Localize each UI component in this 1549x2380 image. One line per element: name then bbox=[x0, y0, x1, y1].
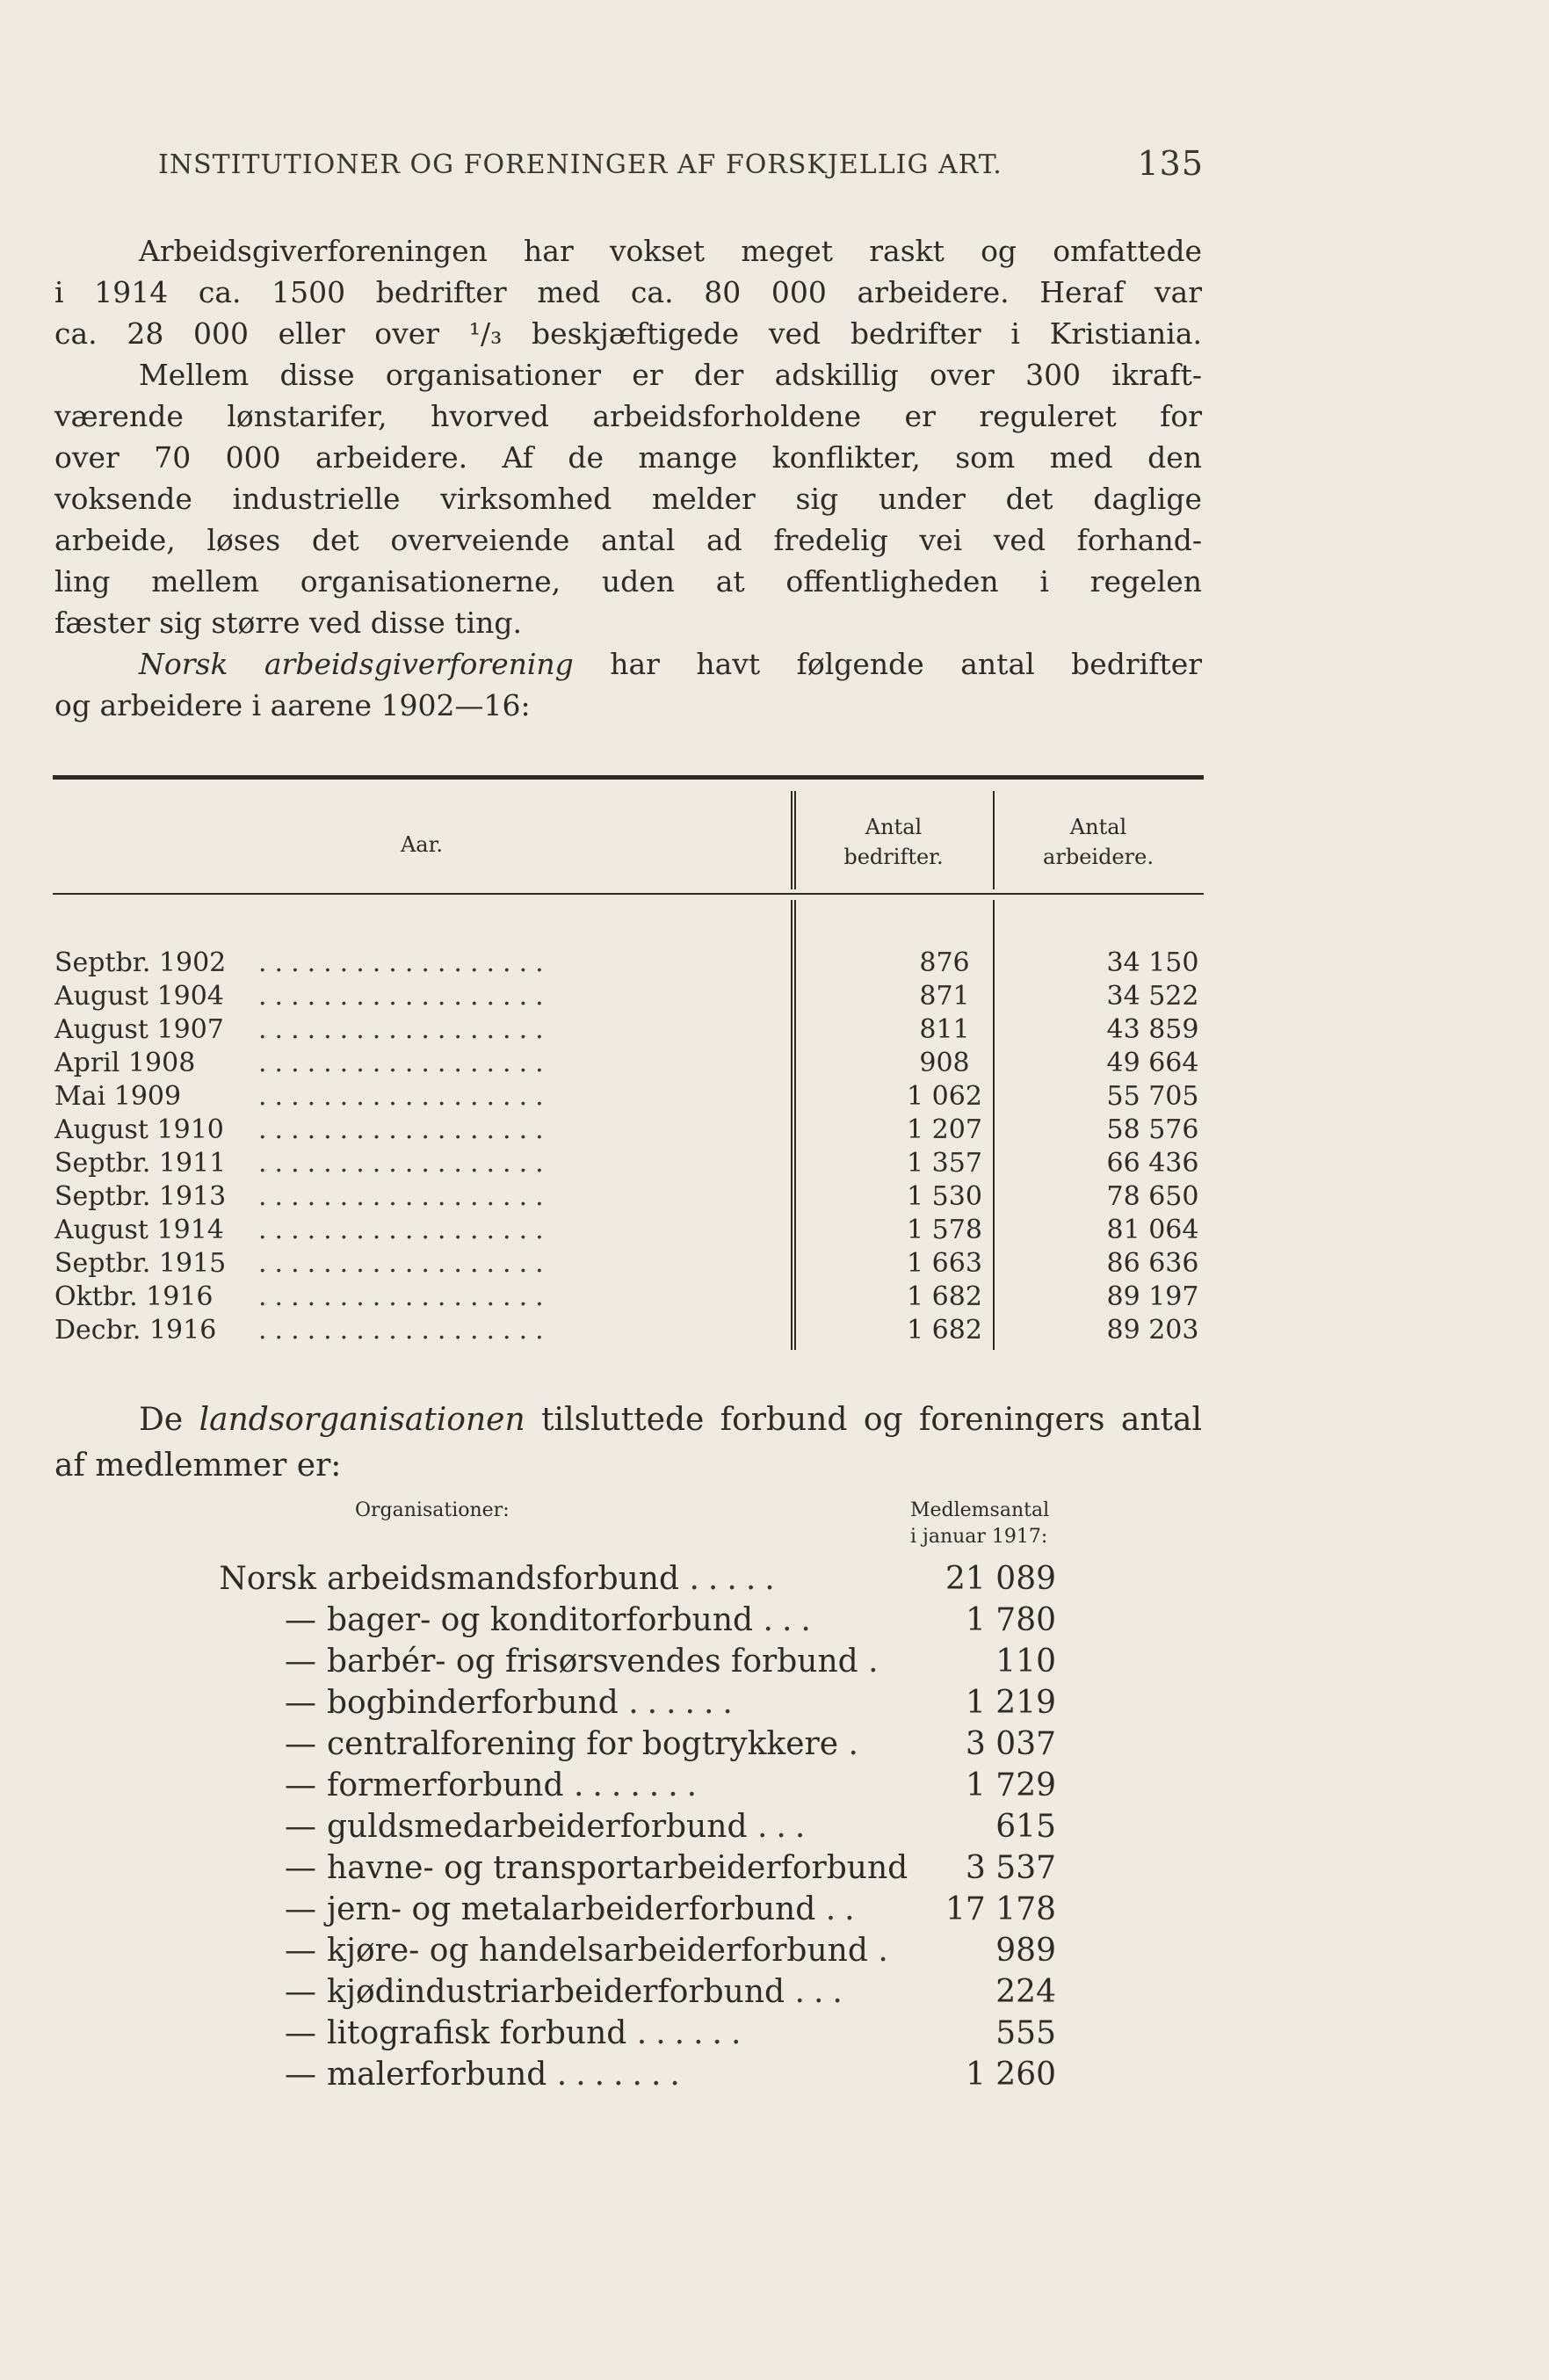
workers-cell: 55 705 bbox=[1106, 1081, 1199, 1112]
month: Mai bbox=[54, 1081, 106, 1112]
month: August bbox=[54, 981, 148, 1012]
table-row bbox=[202, 1561, 1081, 1601]
org-label: kjøre- og handelsarbeiderforbund bbox=[327, 1933, 868, 1969]
workers-cell: 58 576 bbox=[1106, 1114, 1199, 1145]
leader-dots: . bbox=[878, 1933, 897, 1969]
org-label: jern- og metalarbeiderforbund bbox=[327, 1891, 816, 1927]
org-name bbox=[327, 1644, 887, 1680]
firms-cell: 1 530 bbox=[907, 1181, 982, 1212]
row-prefix: — bbox=[285, 1974, 316, 2010]
row-prefix: — bbox=[285, 1809, 316, 1845]
leader-dots: .................. bbox=[258, 1248, 552, 1279]
text-line: i 1914 ca. 1500 bedrifter med ca. 80 000 arbeidere. Heraf var bbox=[54, 275, 1202, 309]
org-name bbox=[327, 2057, 689, 2093]
month: Oktbr. bbox=[54, 1281, 138, 1312]
leader-dots: .................. bbox=[258, 1181, 552, 1212]
leader-dots: .................. bbox=[258, 1315, 552, 1346]
date-cell bbox=[54, 1315, 216, 1346]
org-label: guldsmedarbeiderforbund bbox=[327, 1809, 748, 1845]
header-workers bbox=[993, 812, 1204, 872]
org-label: litografisk forbund bbox=[327, 2015, 627, 2051]
header-members bbox=[910, 1498, 1049, 1550]
text-line: Arbeidsgiverforeningen har vokset meget raskt og omfattede bbox=[139, 234, 1202, 268]
firms-cell: 876 bbox=[919, 947, 970, 978]
org-label: barbér- og frisørsvendes forbund bbox=[327, 1644, 858, 1680]
org-name bbox=[327, 1602, 820, 1638]
org-label: malerforbund bbox=[327, 2057, 547, 2093]
member-count: 555 bbox=[995, 2015, 1056, 2051]
year: 1913 bbox=[158, 1181, 227, 1212]
page-number: 135 bbox=[1137, 144, 1204, 183]
month: Septbr. bbox=[54, 1248, 151, 1279]
workers-cell: 34 150 bbox=[1106, 947, 1199, 978]
year: 1909 bbox=[113, 1081, 182, 1112]
italic-org-name: landsorganisationen bbox=[199, 1402, 525, 1438]
firms-cell: 871 bbox=[919, 981, 970, 1012]
table-row bbox=[202, 2015, 1081, 2056]
leader-dots: .................. bbox=[258, 1081, 552, 1112]
table-row bbox=[202, 1644, 1081, 1684]
table-row bbox=[54, 1248, 1204, 1281]
row-prefix: — bbox=[285, 2015, 316, 2051]
workers-cell: 43 859 bbox=[1106, 1014, 1199, 1045]
text-line: arbeide, løses det overveiende antal ad fredelig vei ved forhand- bbox=[54, 523, 1202, 557]
leader-dots: . bbox=[848, 1726, 867, 1762]
table-row bbox=[54, 1114, 1204, 1148]
leader-dots: ....... bbox=[573, 1767, 706, 1803]
month: Decbr. bbox=[54, 1315, 141, 1346]
firms-cell: 811 bbox=[919, 1014, 970, 1045]
header-line: Antal bbox=[1069, 815, 1127, 839]
date-cell bbox=[54, 1248, 226, 1279]
date-cell bbox=[54, 1048, 195, 1078]
paragraph-landsorganisation bbox=[54, 1397, 1202, 1489]
table-row bbox=[202, 1602, 1081, 1643]
header-year: Aar. bbox=[400, 832, 444, 857]
running-title: INSTITUTIONER OG FORENINGER AF FORSKJELLIG ART. bbox=[158, 149, 1003, 180]
org-label: arbeidsmandsforbund bbox=[327, 1561, 680, 1597]
table-row bbox=[54, 1081, 1204, 1114]
table-row bbox=[202, 1933, 1081, 1973]
year: 1910 bbox=[156, 1114, 224, 1145]
table-row bbox=[202, 1974, 1081, 2014]
table-row bbox=[202, 1685, 1081, 1725]
table-row bbox=[54, 947, 1204, 981]
month: August bbox=[54, 1215, 148, 1245]
org-name bbox=[327, 1974, 851, 2010]
member-count: 17 178 bbox=[945, 1891, 1056, 1927]
paragraph-arbeidsgiverforening bbox=[54, 230, 1202, 643]
firms-cell: 1 663 bbox=[907, 1248, 982, 1279]
text-line: af medlemmer er: bbox=[54, 1448, 342, 1484]
org-name bbox=[327, 1767, 706, 1803]
text-line: fæster sig større ved disse ting. bbox=[54, 606, 522, 640]
workers-cell: 34 522 bbox=[1106, 981, 1199, 1012]
workers-cell: 86 636 bbox=[1106, 1248, 1199, 1279]
leader-dots: ....... bbox=[556, 2057, 689, 2093]
firms-cell: 1 357 bbox=[907, 1148, 982, 1179]
month: Septbr. bbox=[54, 1181, 151, 1212]
text-line: værende lønstarifer, hvorved arbeidsforholdene er reguleret for bbox=[54, 399, 1202, 433]
month: Septbr. bbox=[54, 1148, 151, 1179]
member-count: 224 bbox=[995, 1974, 1056, 2010]
leader-dots: ..... bbox=[689, 1561, 784, 1597]
row-prefix: — bbox=[285, 2057, 316, 2093]
header-line: Antal bbox=[865, 815, 923, 839]
firms-cell: 1 682 bbox=[907, 1315, 982, 1346]
leader-dots: .................. bbox=[258, 947, 552, 978]
leader-dots: ...... bbox=[636, 2015, 750, 2051]
firms-cell: 908 bbox=[919, 1048, 970, 1078]
table-row bbox=[54, 1315, 1204, 1348]
header-line: bedrifter. bbox=[843, 845, 944, 869]
year: 1916 bbox=[146, 1281, 214, 1312]
table-header-rule bbox=[53, 893, 1204, 895]
org-name bbox=[327, 2015, 749, 2051]
leader-dots: .. bbox=[825, 1891, 864, 1927]
workers-cell: 78 650 bbox=[1106, 1181, 1199, 1212]
row-prefix: — bbox=[285, 1726, 316, 1762]
member-count: 989 bbox=[995, 1933, 1056, 1969]
header-line: i januar 1917: bbox=[910, 1526, 1048, 1548]
text-fragment: har havt følgende antal bedrifter bbox=[573, 647, 1202, 681]
year: 1907 bbox=[156, 1014, 224, 1045]
column-divider bbox=[791, 791, 793, 889]
row-prefix: — bbox=[285, 1933, 316, 1969]
row-prefix: — bbox=[285, 1685, 316, 1721]
firms-cell: 1 062 bbox=[907, 1081, 982, 1112]
firms-cell: 1 578 bbox=[907, 1215, 982, 1245]
text-line: og arbeidere i aarene 1902—16: bbox=[54, 688, 531, 722]
org-name bbox=[327, 1685, 742, 1721]
header-firms bbox=[794, 812, 993, 872]
member-count: 1 219 bbox=[965, 1685, 1056, 1721]
year: 1911 bbox=[158, 1148, 227, 1179]
org-name bbox=[327, 1891, 864, 1927]
leader-dots: .................. bbox=[258, 1281, 552, 1312]
row-prefix: — bbox=[285, 1644, 316, 1680]
table-row bbox=[54, 1215, 1204, 1248]
org-label: kjødindustriarbeiderforbund bbox=[327, 1974, 785, 2010]
leader-dots: .................. bbox=[258, 1014, 552, 1045]
workers-cell: 81 064 bbox=[1106, 1215, 1199, 1245]
table-row bbox=[202, 1809, 1081, 1849]
firms-cell: 1 682 bbox=[907, 1281, 982, 1312]
org-name bbox=[327, 1933, 897, 1969]
leader-dots: ...... bbox=[628, 1685, 742, 1721]
date-cell bbox=[54, 1081, 181, 1112]
paragraph-table-intro bbox=[54, 643, 1202, 726]
org-name bbox=[327, 1850, 908, 1886]
year: 1904 bbox=[156, 981, 224, 1012]
org-label: bogbinderforbund bbox=[327, 1685, 619, 1721]
row-prefix: Norsk bbox=[219, 1561, 316, 1597]
member-count: 1 729 bbox=[965, 1767, 1056, 1803]
running-head bbox=[158, 144, 1204, 183]
table-row bbox=[202, 1726, 1081, 1767]
year: 1914 bbox=[156, 1215, 224, 1245]
date-cell bbox=[54, 1014, 224, 1045]
date-cell bbox=[54, 1181, 226, 1212]
workers-cell: 66 436 bbox=[1106, 1148, 1199, 1179]
header-organisations: Organisationer: bbox=[355, 1499, 510, 1521]
italic-org-name: Norsk arbeidsgiverforening bbox=[139, 647, 574, 681]
date-cell bbox=[54, 1114, 224, 1145]
text-line: over 70 000 arbeidere. Af de mange konflikter, som med den bbox=[54, 440, 1202, 475]
member-count: 1 260 bbox=[965, 2057, 1056, 2093]
org-label: formerforbund bbox=[327, 1767, 564, 1803]
month: August bbox=[54, 1114, 148, 1145]
year: 1908 bbox=[127, 1048, 196, 1078]
row-prefix: — bbox=[285, 1850, 316, 1886]
org-label: havne- og transportarbeiderforbund bbox=[327, 1850, 908, 1886]
text-line: ling mellem organisationerne, uden at offentligheden i regelen bbox=[54, 564, 1202, 599]
text-line: voksende industrielle virksomhed melder sig under det daglige bbox=[54, 482, 1202, 516]
year: 1916 bbox=[148, 1315, 217, 1346]
date-cell bbox=[54, 1281, 214, 1312]
table-row bbox=[54, 1281, 1204, 1315]
firms-cell: 1 207 bbox=[907, 1114, 982, 1145]
text-line bbox=[54, 643, 1202, 685]
text-line: Mellem disse organisationer er der adskillig over 300 ikraft- bbox=[139, 358, 1202, 392]
table-row bbox=[54, 1148, 1204, 1181]
org-name bbox=[327, 1561, 784, 1597]
table-row bbox=[54, 1181, 1204, 1215]
leader-dots: .................. bbox=[258, 1215, 552, 1245]
leader-dots: .................. bbox=[258, 1114, 552, 1145]
table-row bbox=[202, 1767, 1081, 1808]
member-count: 3 037 bbox=[965, 1726, 1056, 1762]
leader-dots: ... bbox=[763, 1602, 820, 1638]
text-fragment: tilsluttede forbund og foreningers antal bbox=[525, 1402, 1202, 1438]
row-prefix: — bbox=[285, 1767, 316, 1803]
leader-dots: .................. bbox=[258, 1148, 552, 1179]
text-line bbox=[54, 1397, 1202, 1443]
table-row bbox=[54, 1048, 1204, 1081]
table-row bbox=[202, 1850, 1081, 1890]
member-count: 3 537 bbox=[965, 1850, 1056, 1886]
org-name bbox=[327, 1726, 867, 1762]
header-line: arbeidere. bbox=[1043, 845, 1154, 869]
text-line: ca. 28 000 eller over ¹/₃ beskjæftigede ved bedrifter i Kristiania. bbox=[54, 316, 1202, 351]
row-prefix: — bbox=[285, 1602, 316, 1638]
workers-cell: 89 203 bbox=[1106, 1315, 1199, 1346]
header-line: Medlemsantal bbox=[910, 1499, 1050, 1521]
year: 1915 bbox=[158, 1248, 227, 1279]
workers-cell: 49 664 bbox=[1106, 1048, 1199, 1078]
table-row bbox=[202, 1891, 1081, 1932]
date-cell bbox=[54, 981, 224, 1012]
org-name bbox=[327, 1809, 814, 1845]
member-count: 615 bbox=[995, 1809, 1056, 1845]
org-label: bager- og konditorforbund bbox=[327, 1602, 754, 1638]
leader-dots: ... bbox=[794, 1974, 851, 2010]
month: Septbr. bbox=[54, 947, 151, 978]
org-label: centralforening for bogtrykkere bbox=[327, 1726, 839, 1762]
table-row bbox=[202, 2057, 1081, 2097]
table-top-rule bbox=[53, 775, 1204, 780]
date-cell bbox=[54, 1148, 226, 1179]
leader-dots: . bbox=[868, 1644, 887, 1680]
leader-dots: ... bbox=[756, 1809, 814, 1845]
member-count: 110 bbox=[995, 1644, 1056, 1680]
month: April bbox=[54, 1048, 120, 1078]
member-count: 1 780 bbox=[965, 1602, 1056, 1638]
leader-dots: .................. bbox=[258, 1048, 552, 1078]
year: 1902 bbox=[158, 947, 227, 978]
table-row bbox=[54, 1014, 1204, 1048]
date-cell bbox=[54, 947, 226, 978]
table-row bbox=[54, 981, 1204, 1014]
member-count: 21 089 bbox=[945, 1561, 1056, 1597]
row-prefix: — bbox=[285, 1891, 316, 1927]
leader-dots: .................. bbox=[258, 981, 552, 1012]
date-cell bbox=[54, 1215, 224, 1245]
text-fragment: De bbox=[139, 1402, 199, 1438]
month: August bbox=[54, 1014, 148, 1045]
workers-cell: 89 197 bbox=[1106, 1281, 1199, 1312]
